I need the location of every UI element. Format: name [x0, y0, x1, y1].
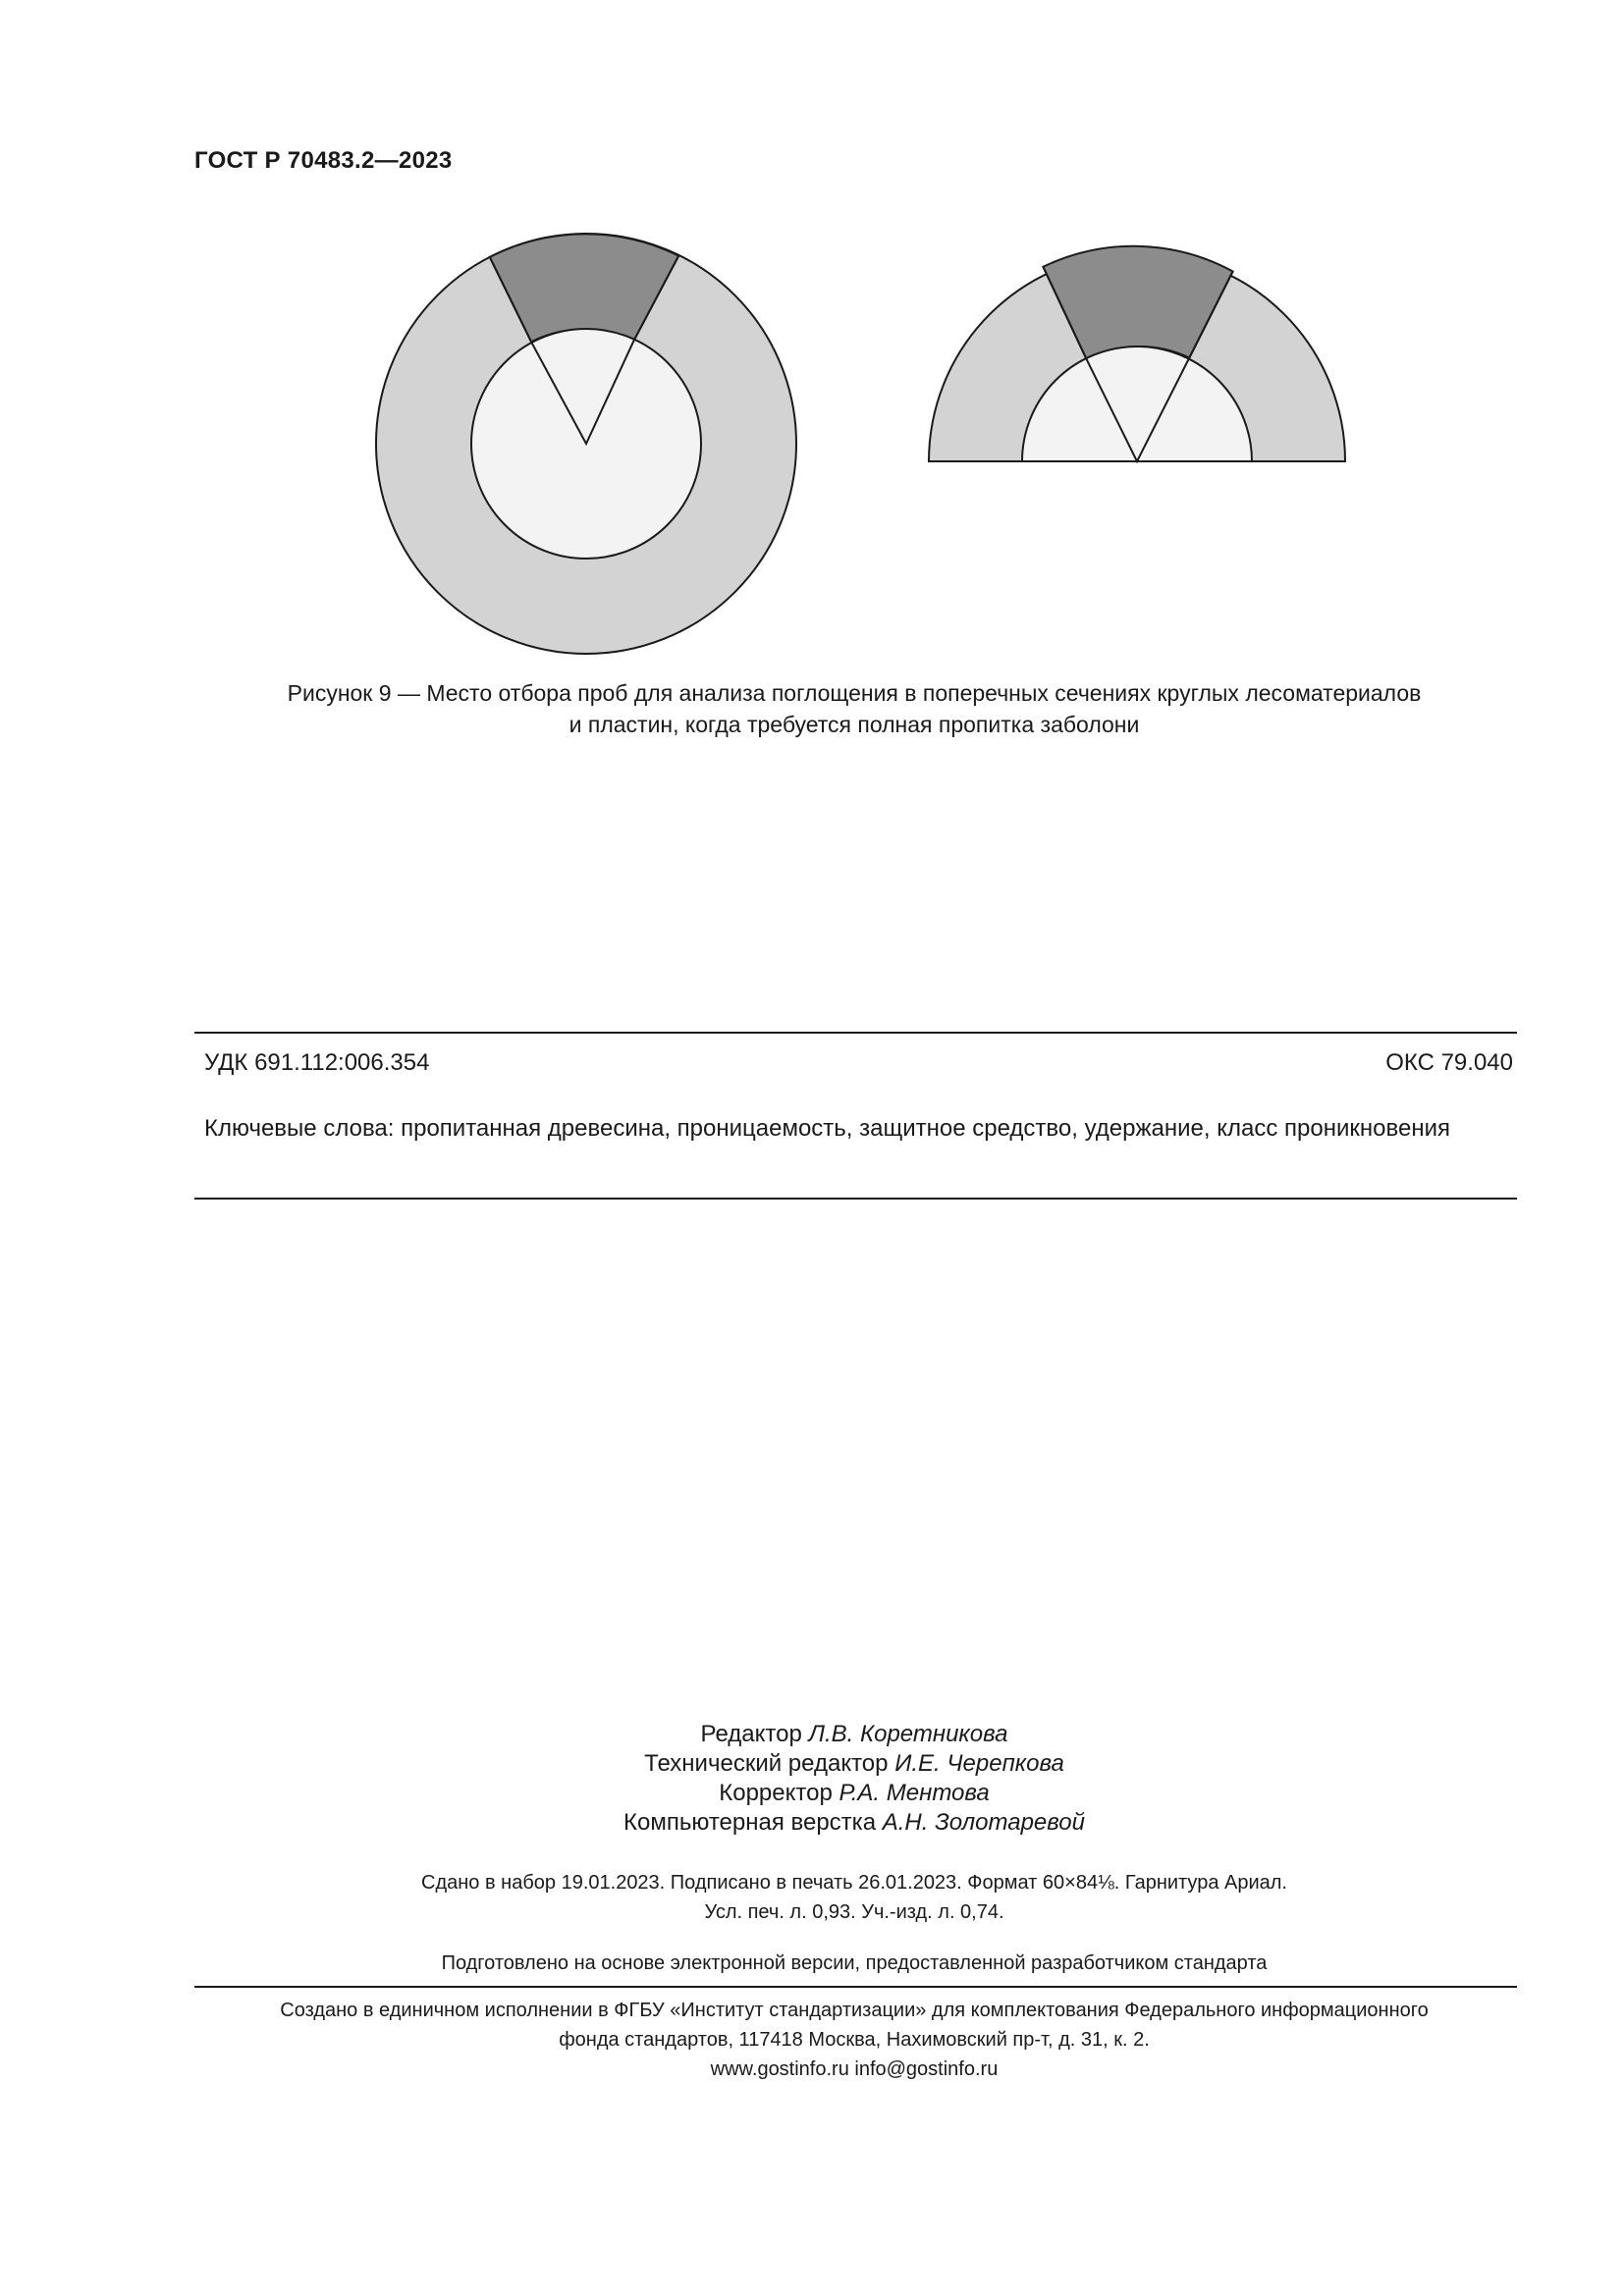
imprint-line-2: Усл. печ. л. 0,93. Уч.-изд. л. 0,74. — [704, 1901, 1004, 1923]
credit-editor-name: Л.В. Коретникова — [808, 1721, 1008, 1747]
credit-editor-label: Редактор — [700, 1721, 802, 1747]
footer-divider — [194, 1986, 1517, 1988]
credit-editor — [393, 1720, 1316, 1749]
oks-code: ОКС 79.040 — [1385, 1049, 1513, 1076]
keywords-line-2: проникновения — [1284, 1115, 1450, 1142]
footer-line-2: фонда стандартов, 117418 Москва, Нахимовский пр-т, д. 31, к. 2. — [559, 2029, 1150, 2051]
credit-layout-label: Компьютерная верстка — [623, 1809, 877, 1836]
credit-layout — [393, 1808, 1316, 1838]
footer-contacts: www.gostinfo.ru info@gostinfo.ru — [710, 2058, 999, 2080]
keywords — [204, 1113, 1510, 1145]
credit-tech-editor-name: И.Е. Черепкова — [894, 1750, 1064, 1777]
figure-9-cross-sections — [0, 0, 1624, 687]
credit-tech-editor-label: Технический редактор — [644, 1750, 889, 1777]
credit-corrector — [393, 1779, 1316, 1808]
half-round-section — [929, 246, 1345, 461]
udk-code: УДК 691.112:006.354 — [204, 1049, 430, 1076]
top-divider — [194, 1032, 1517, 1034]
credit-layout-name: А.Н. Золотаревой — [882, 1809, 1085, 1836]
round-log-section — [376, 234, 796, 654]
footer-line-1: Создано в единичном исполнении в ФГБУ «Институт стандартизации» для комплектования Федерального информационного — [280, 2000, 1429, 2021]
credit-corrector-label: Корректор — [719, 1780, 833, 1806]
figure-caption-line-2: и пластин, когда требуется полная пропитка заболони — [568, 712, 1140, 737]
prepared-note: Подготовлено на основе электронной версии, предоставленной разработчиком стандарта — [441, 1952, 1268, 1974]
imprint-line-1: Сдано в набор 19.01.2023. Подписано в печать 26.01.2023. Формат 60×84⅛. Гарнитура Ариал. — [421, 1872, 1287, 1894]
bottom-divider — [194, 1198, 1517, 1200]
keywords-line-1: Ключевые слова: пропитанная древесина, проницаемость, защитное средство, удержание, класс — [204, 1115, 1278, 1142]
credit-tech-editor — [393, 1749, 1316, 1779]
figure-caption-line-1: Рисунок 9 — Место отбора проб для анализа поглощения в поперечных сечениях круглых лесоматериалов — [287, 680, 1422, 706]
document-code: ГОСТ Р 70483.2—2023 — [194, 147, 453, 174]
credit-corrector-name: Р.А. Ментова — [839, 1780, 990, 1806]
